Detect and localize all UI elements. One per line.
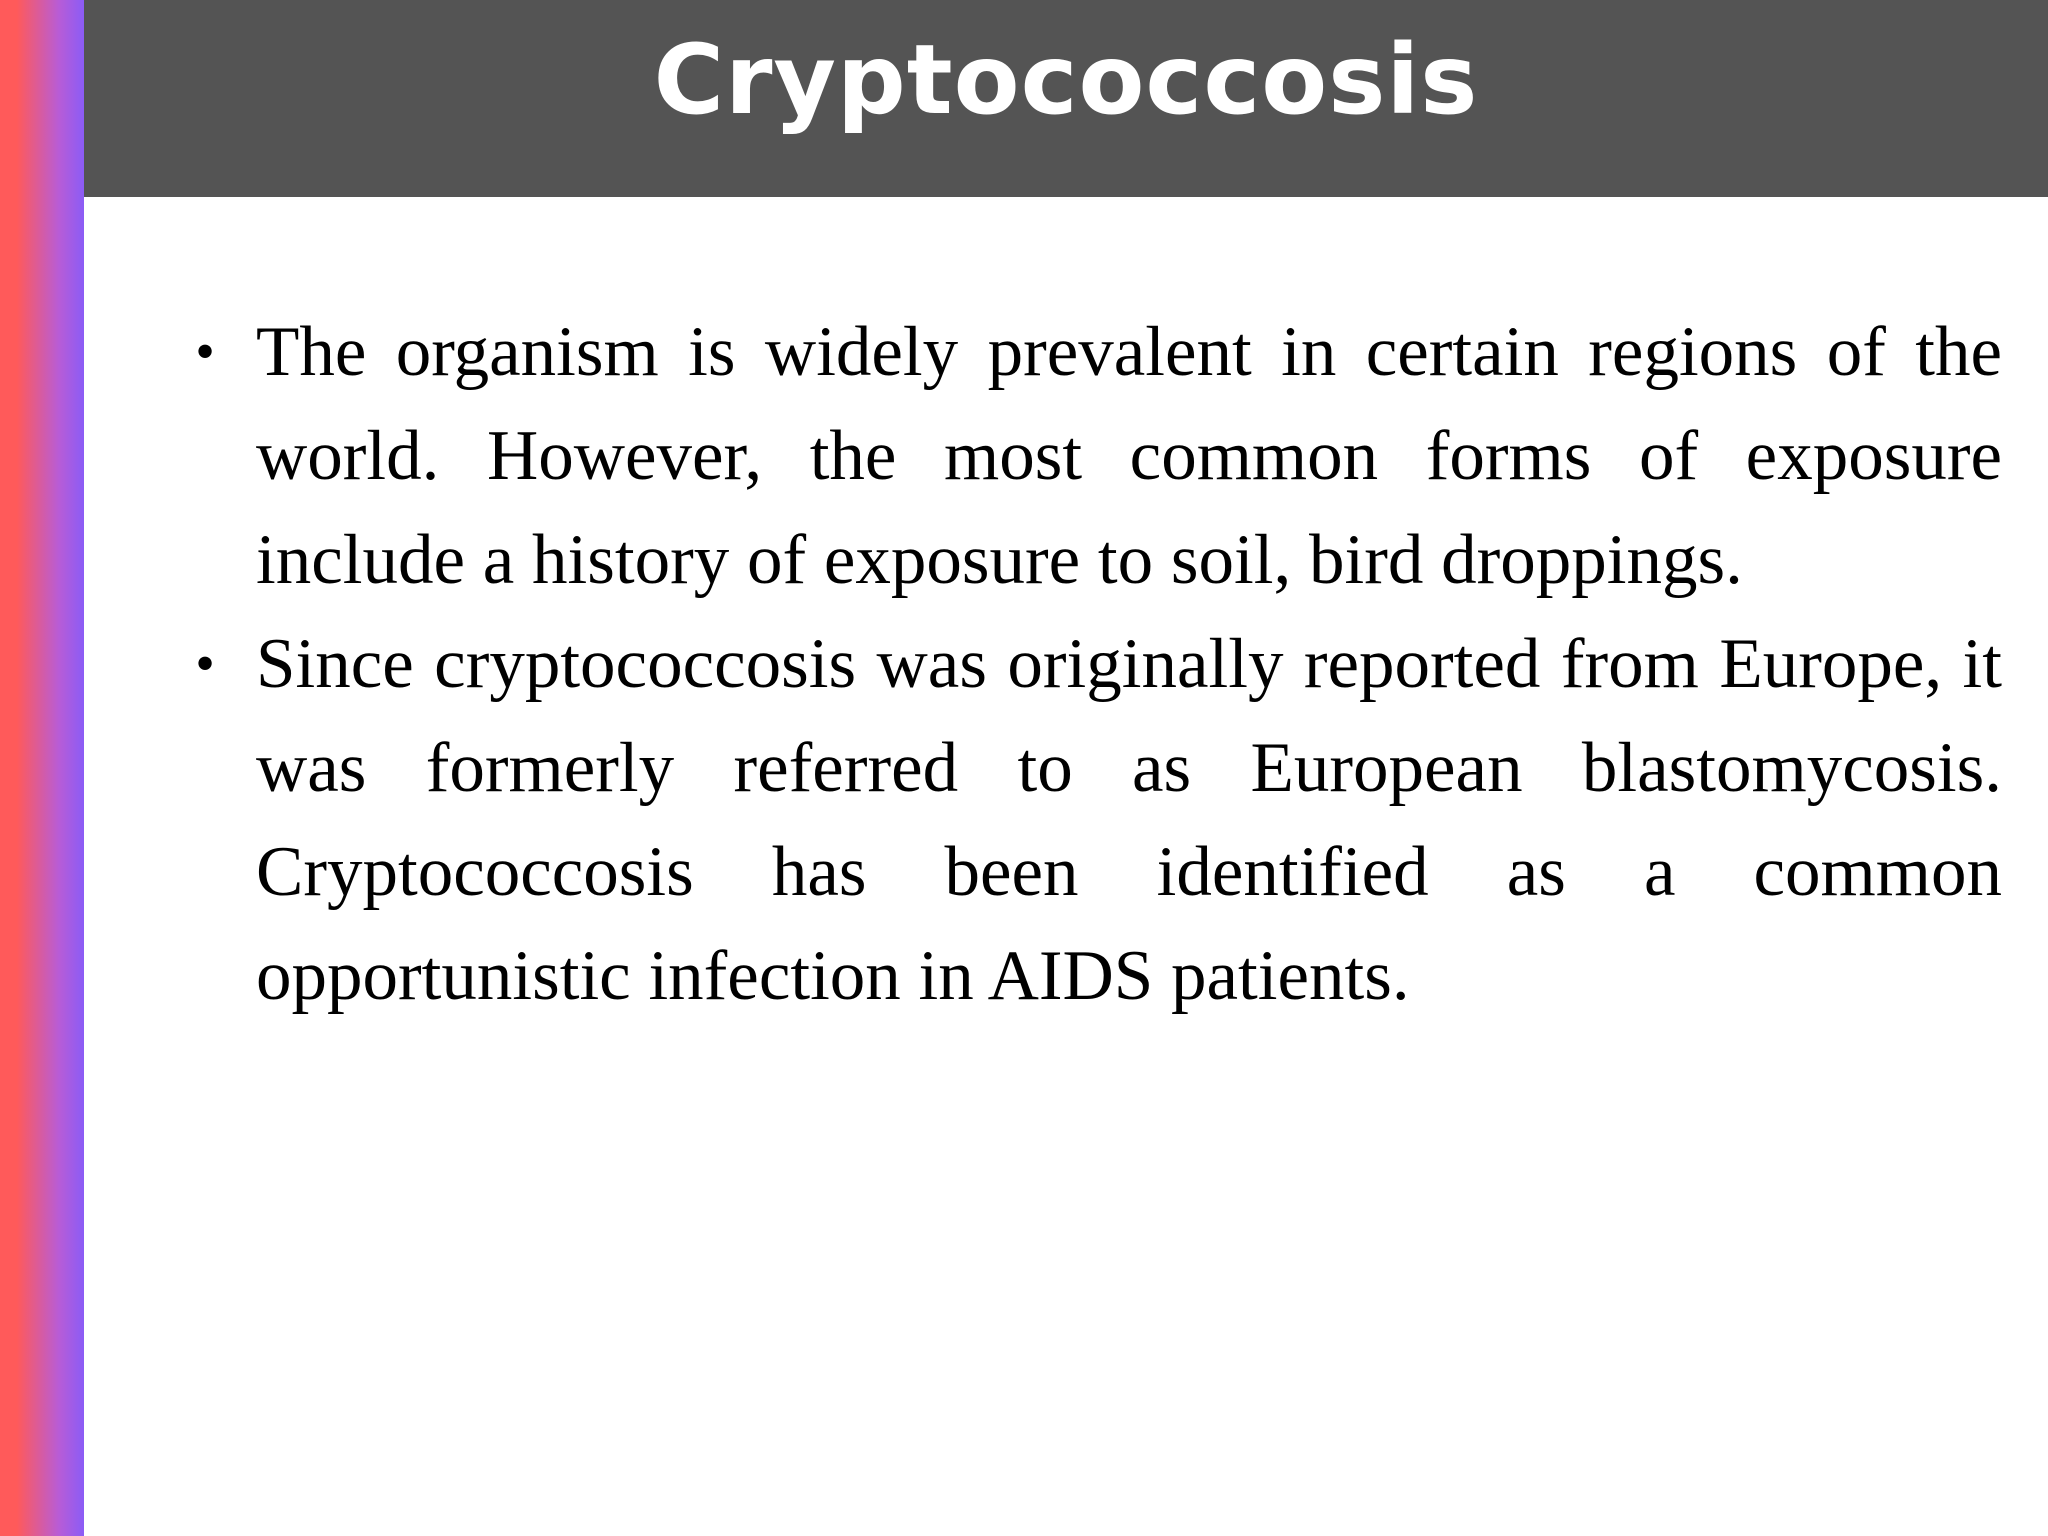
bullet-item: [190, 612, 2002, 1028]
bullet-icon: •: [195, 633, 215, 695]
slide-title: Cryptococcosis: [653, 24, 1479, 136]
slide-content: [190, 300, 2002, 1028]
bullet-icon: •: [195, 321, 215, 383]
accent-gradient-bar: [0, 0, 84, 1536]
bullet-list: [190, 300, 2002, 1028]
bullet-item: [190, 300, 2002, 612]
bullet-text: Since cryptococcosis was originally reported from Europe, it was formerly referred to as European blastomycosis. Cryptococcosis has been identified as a common opportunistic infection in AIDS patients.: [256, 625, 2002, 1015]
bullet-text: The organism is widely prevalent in certain regions of the world. However, the most common forms of exposure include a history of exposure to soil, bird droppings.: [256, 313, 2002, 599]
